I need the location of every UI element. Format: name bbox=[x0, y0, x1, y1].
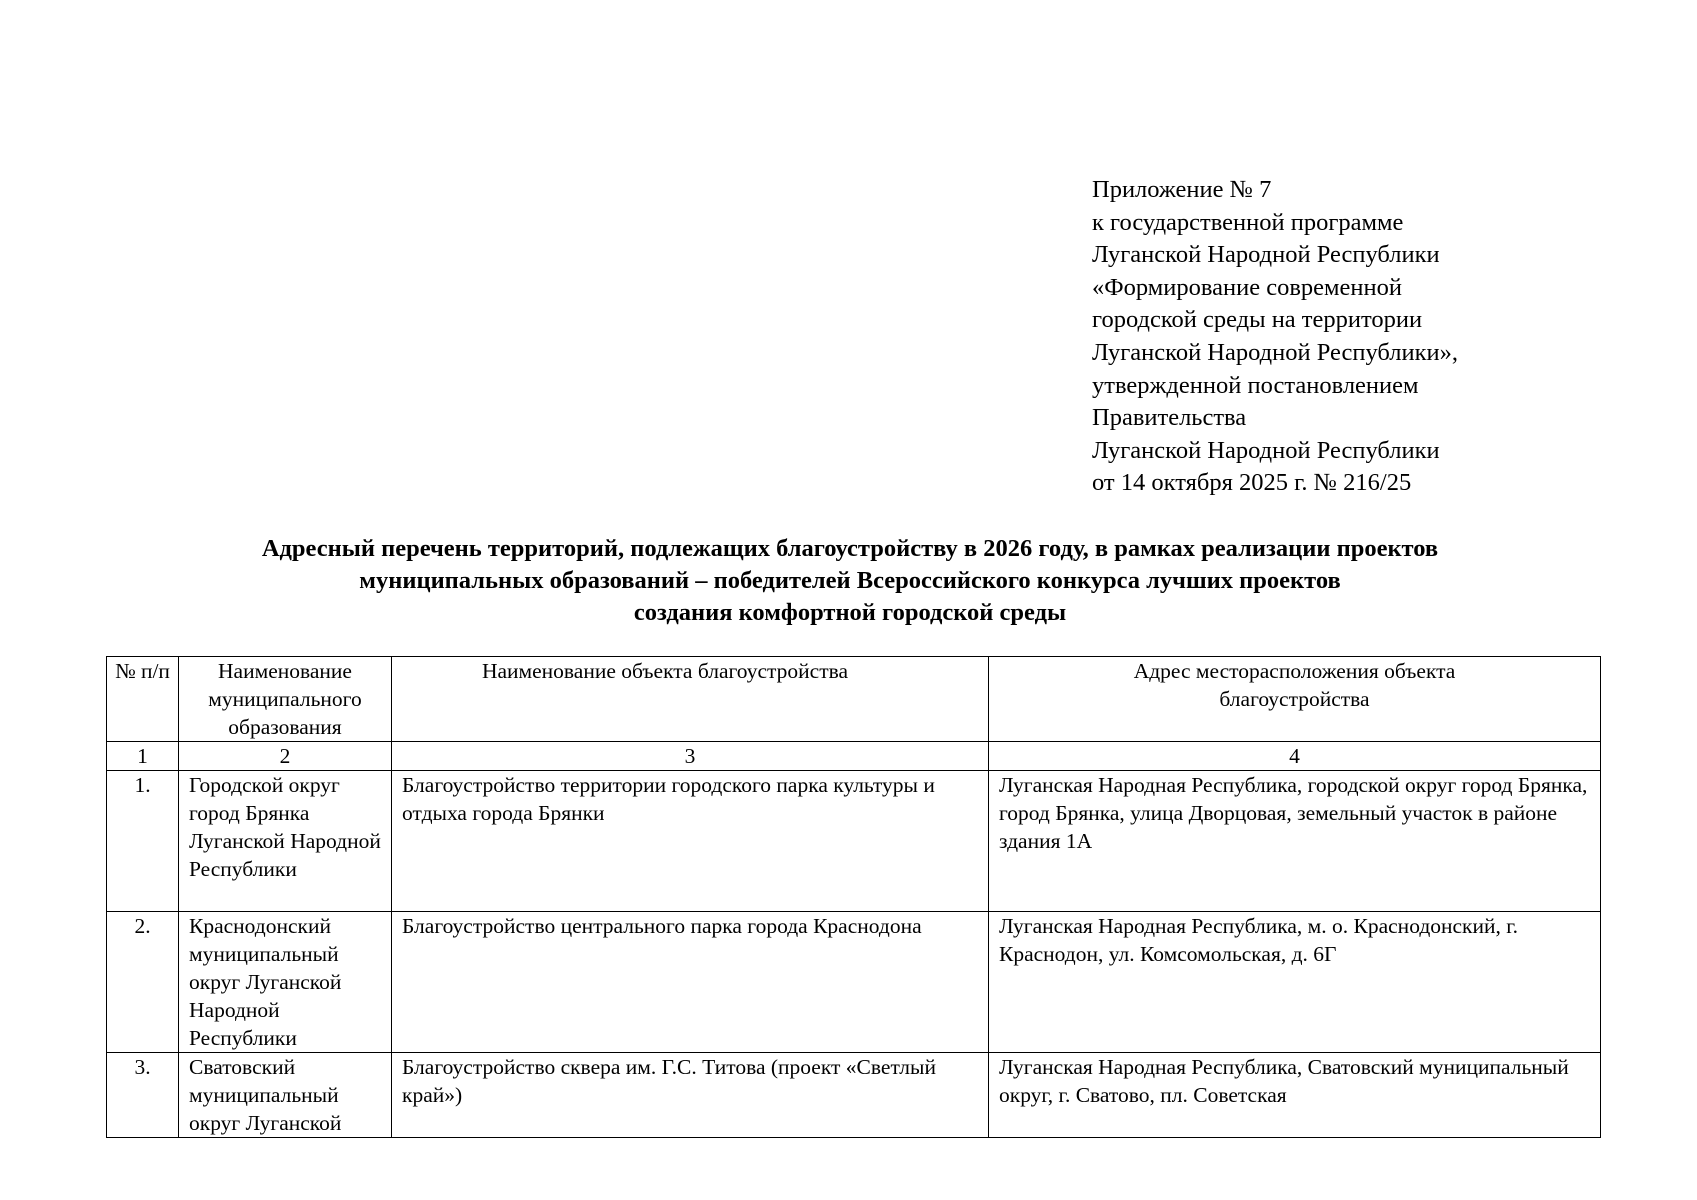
row-municipality: Сватовский муниципальный округ Луганской bbox=[179, 1053, 392, 1138]
title-line: Адресный перечень территорий, подлежащих благоустройству в 2026 году, в рамках реализации проектов bbox=[261, 535, 1439, 562]
header-object: Наименование объекта благоустройства bbox=[392, 657, 989, 742]
title-line: создания комфортной городской среды bbox=[633, 599, 1067, 626]
row-object: Благоустройство территории городского парка культуры и отдыха города Брянки bbox=[392, 771, 989, 912]
territories-table bbox=[106, 656, 1601, 1138]
row-object: Благоустройство сквера им. Г.С. Титова (проект «Светлый край») bbox=[392, 1053, 989, 1138]
table-row bbox=[107, 1053, 1601, 1138]
row-number: 2. bbox=[107, 912, 179, 1053]
column-number: 1 bbox=[107, 742, 179, 771]
appendix-line: к государственной программе bbox=[1092, 208, 1404, 236]
appendix-line: Приложение № 7 bbox=[1092, 176, 1272, 203]
table-row bbox=[107, 771, 1601, 912]
row-object: Благоустройство центрального парка города Краснодона bbox=[392, 912, 989, 1053]
table-row bbox=[107, 912, 1601, 1053]
column-number: 3 bbox=[392, 742, 989, 771]
column-number: 4 bbox=[989, 742, 1601, 771]
appendix-line: утвержденной постановлением bbox=[1092, 371, 1419, 399]
row-number: 3. bbox=[107, 1053, 179, 1138]
row-address: Луганская Народная Республика, городской округ город Брянка, город Брянка, улица Дворцовая, земельный участок в районе здания 1А bbox=[989, 771, 1601, 912]
appendix-line: Луганской Народной Республики bbox=[1092, 241, 1440, 269]
title-line: муниципальных образований – победителей Всероссийского конкурса лучших проектов bbox=[359, 567, 1341, 594]
appendix-line: «Формирование современной bbox=[1092, 273, 1402, 301]
appendix-line: Правительства bbox=[1092, 404, 1247, 432]
document-title bbox=[100, 533, 1600, 629]
appendix-line: Луганской Народной Республики», bbox=[1092, 338, 1459, 366]
table-header-row bbox=[107, 657, 1601, 742]
column-number: 2 bbox=[179, 742, 392, 771]
row-municipality: Городской округ город Брянка Луганской Народной Республики bbox=[179, 771, 392, 912]
row-municipality: Краснодонский муниципальный округ Луганской Народной Республики bbox=[179, 912, 392, 1053]
appendix-block bbox=[1092, 174, 1458, 500]
appendix-line: городской среды на территории bbox=[1092, 306, 1423, 334]
header-number: № п/п bbox=[107, 657, 179, 742]
header-address: Адрес месторасположения объекта благоустройства bbox=[989, 657, 1601, 742]
row-address: Луганская Народная Республика, м. о. Краснодонский, г. Краснодон, ул. Комсомольская, д. 6Г bbox=[989, 912, 1601, 1053]
row-number: 1. bbox=[107, 771, 179, 912]
column-number-row bbox=[107, 742, 1601, 771]
row-address: Луганская Народная Республика, Сватовский муниципальный округ, г. Сватово, пл. Советская bbox=[989, 1053, 1601, 1138]
appendix-line: Луганской Народной Республики bbox=[1092, 436, 1440, 464]
appendix-line: от 14 октября 2025 г. № 216/25 bbox=[1092, 469, 1412, 497]
header-municipality: Наименование муниципального образования bbox=[179, 657, 392, 742]
